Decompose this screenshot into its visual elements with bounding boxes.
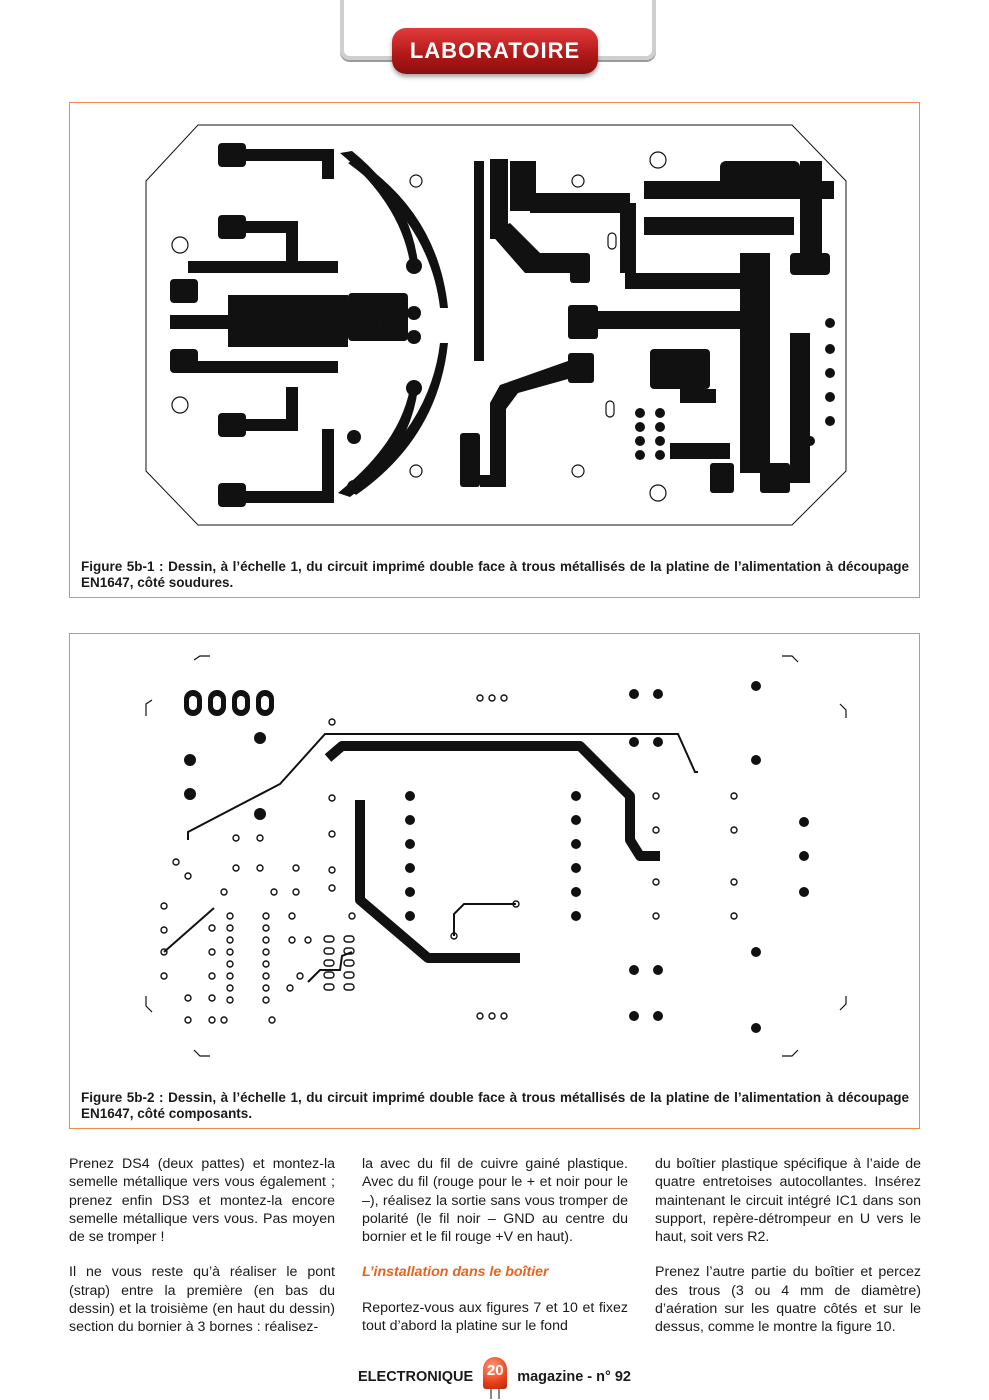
article-column-1 bbox=[69, 1155, 335, 1354]
magazine-name: ELECTRONIQUE bbox=[358, 1369, 474, 1385]
figure-5b-2 bbox=[69, 633, 920, 1129]
section-subheading: L’installation dans le boîtier bbox=[362, 1264, 549, 1281]
figure-5b-1 bbox=[69, 102, 920, 598]
page-footer bbox=[0, 1362, 989, 1392]
paragraph: Prenez l’autre partie du boîtier et percez des trous (3 ou 4 mm de diamètre) d’aération sur les quatre côtés et sur le dessus, comme le montre la figure 10. bbox=[655, 1264, 921, 1336]
article-column-2 bbox=[362, 1155, 628, 1352]
section-label: LABORATOIRE bbox=[409, 38, 581, 63]
article-column-3 bbox=[655, 1155, 921, 1354]
paragraph: Reportez-vous aux figures 7 et 10 et fixez tout d’abord la platine sur le fond bbox=[362, 1299, 628, 1335]
figure-5b-1-caption: Figure 5b-1 : Dessin, à l’échelle 1, du circuit imprimé double face à trous métallisés de la platine de l’alimentation à découpage EN1647, côté soudures. bbox=[81, 559, 909, 590]
section-badge bbox=[392, 28, 598, 74]
page-number-led bbox=[481, 1357, 509, 1397]
issue-number: magazine - n° 92 bbox=[517, 1369, 631, 1385]
pcb-component-side-drawing bbox=[70, 634, 919, 1084]
figure-5b-2-caption: Figure 5b-2 : Dessin, à l’échelle 1, du circuit imprimé double face à trous métallisés de la platine de l’alimentation à découpage EN1647, côté composants. bbox=[81, 1090, 909, 1121]
page-number: 20 bbox=[483, 1357, 507, 1389]
paragraph: Il ne vous reste qu’à réaliser le pont (strap) entre la première (en bas du dessin) et la troisième (en haut du dessin) section du bornier à 3 bornes : réalisez- bbox=[69, 1264, 335, 1336]
paragraph: Prenez DS4 (deux pattes) et montez-la semelle métallique vers vous également ; prenez enfin DS3 et montez-la encore semelle métallique vers vous. Pas moyen de se tromper ! bbox=[69, 1156, 335, 1246]
paragraph: du boîtier plastique spécifique à l’aide de quatre entretoises autocollantes. Insérez maintenant le circuit intégré IC1 dans son support, repère-détrompeur en U vers le haut, soit vers R2. bbox=[655, 1156, 921, 1246]
paragraph: la avec du fil de cuivre gainé plastique. Avec du fil (rouge pour le + et noir pour le –), réalisez la sortie sans vous tromper de polarité (le fil noir – GND au centre du bornier et le fil rouge +V en haut). bbox=[362, 1156, 628, 1246]
pcb-solder-side-drawing bbox=[70, 103, 919, 553]
